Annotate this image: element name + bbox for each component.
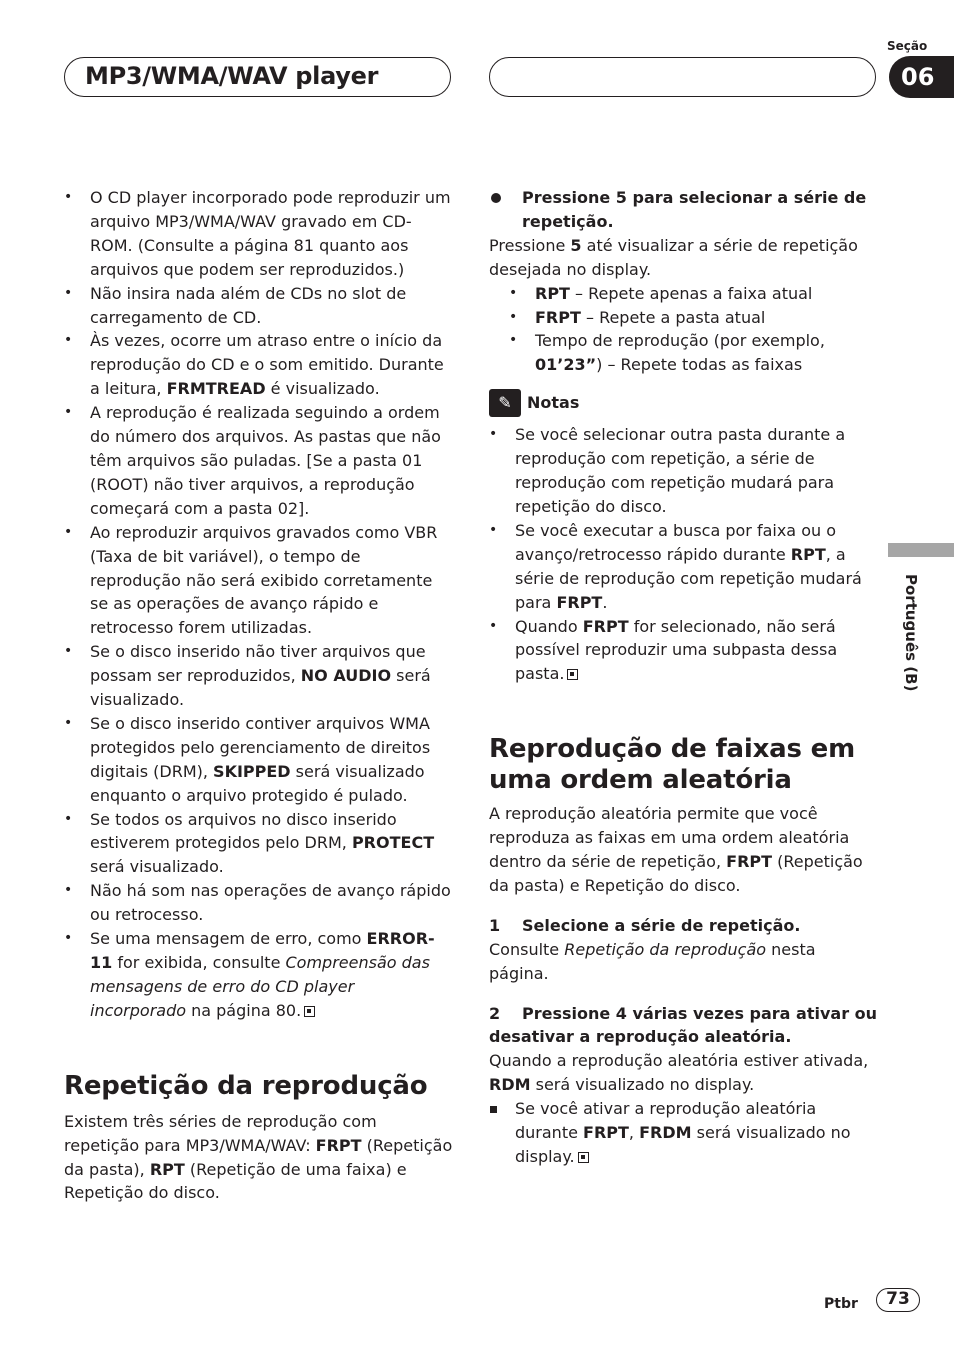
header-title-frame xyxy=(64,57,451,97)
press5-paragraph: Pressione 5 até visualizar a série de repetição desejada no display. xyxy=(489,235,858,279)
right-column xyxy=(489,186,879,1169)
section-number-tab: 06 xyxy=(889,56,954,98)
language-tab-marker xyxy=(888,543,954,557)
list-item: • Se todos os arquivos no disco inserido estiverem protegidos pelo DRM, PROTECT será visualizado. xyxy=(64,808,454,880)
pencil-note-icon: ✎ xyxy=(489,389,521,417)
display-code: RPT xyxy=(535,283,570,303)
step1-paragraph: Consulte Repetição da reprodução nesta página. xyxy=(489,939,816,983)
section-label: Seção xyxy=(887,39,928,53)
notes-header xyxy=(489,389,879,417)
end-of-section-icon xyxy=(304,1006,315,1017)
step-heading-1: 1 Selecione a série de repetição. xyxy=(489,915,801,935)
list-item: • Não há som nas operações de avanço rápido ou retrocesso. xyxy=(64,879,454,927)
list-item: • Tempo de reprodução (por exemplo, 01’23”) – Repete todas as faixas xyxy=(509,329,879,377)
page-number: 73 xyxy=(876,1288,920,1312)
list-item: • Não insira nada além de CDs no slot de carregamento de CD. xyxy=(64,282,454,330)
display-code: ERROR-11 xyxy=(90,929,435,972)
display-code: RPT xyxy=(149,1159,185,1179)
section-heading-random: Reprodução de faixas em uma ordem aleatória xyxy=(489,734,855,796)
end-of-section-icon xyxy=(567,669,578,680)
section-heading-repeat: Repetição da reprodução xyxy=(64,1070,428,1101)
notes-title: Notas xyxy=(527,393,580,413)
display-code: PROTECT xyxy=(351,833,435,853)
list-item: • Se o disco inserido contiver arquivos WMA protegidos pelo gerenciamento de direitos digitais (DRM), SKIPPED será visualizado enquanto o arquivo protegido é pulado. xyxy=(64,712,454,808)
language-tab-label: Português (B) xyxy=(902,574,920,692)
list-item: • Se uma mensagem de erro, como ERROR-11 for exibida, consulte Compreensão das mensagens de erro do CD player incorporado na página 80. xyxy=(64,927,454,1023)
list-item: • RPT – Repete apenas a faixa atual xyxy=(509,282,879,306)
notes-list xyxy=(489,423,879,686)
list-item: • Às vezes, ocorre um atraso entre o início da reprodução do CD e o som emitido. Durante a leitura, FRMTREAD é visualizado. xyxy=(64,329,454,401)
display-code: 01’23” xyxy=(535,355,597,375)
step-heading-press5: Pressione 5 para selecionar a série de repetição. xyxy=(489,186,879,234)
list-item: • A reprodução é realizada seguindo a ordem do número dos arquivos. As pastas que não têm arquivos são puladas. [Se a pasta 01 (ROOT) não tiver arquivos, a reprodução começará com a pasta 02]. xyxy=(64,401,454,521)
list-item: • Se você executar a busca por faixa ou o avanço/retrocesso rápido durante RPT, a série de reprodução com repetição mudará para FRPT. xyxy=(489,519,879,615)
list-item: • Se o disco inserido não tiver arquivos que possam ser reproduzidos, NO AUDIO será visualizado. xyxy=(64,640,454,712)
list-item: • Ao reproduzir arquivos gravados como VBR (Taxa de bit variável), o tempo de reprodução não será exibido corretamente se as operações de avanço rápido e retrocesso forem utilizadas. xyxy=(64,521,454,641)
display-code: FRPT xyxy=(556,592,603,612)
list-item: • O CD player incorporado pode reproduzir um arquivo MP3/WMA/WAV gravado em CD-ROM. (Consulte a página 81 quanto aos arquivos que podem ser reproduzidos.) xyxy=(64,186,454,282)
display-code: FRPT xyxy=(535,307,581,327)
cross-reference: Repetição da reprodução xyxy=(564,939,767,959)
end-of-section-icon xyxy=(578,1152,589,1163)
display-code: RDM xyxy=(489,1075,531,1095)
header-empty-frame xyxy=(489,57,876,97)
list-item: • Se você selecionar outra pasta durante a reprodução com repetição, a série de reprodução com repetição mudará para repetição do disco. xyxy=(489,423,879,519)
display-code: FRDM xyxy=(639,1123,692,1143)
display-code: FRMTREAD xyxy=(166,379,266,399)
cd-info-list xyxy=(64,186,454,1023)
display-code: FRPT xyxy=(583,1123,629,1143)
display-code: FRPT xyxy=(582,616,629,636)
display-code: FRPT xyxy=(726,852,773,872)
list-item: • Quando FRPT for selecionado, não será possível reproduzir uma subpasta dessa pasta. xyxy=(489,615,879,687)
display-code: NO AUDIO xyxy=(300,666,392,686)
display-code: RPT xyxy=(790,544,826,564)
left-column xyxy=(64,186,454,1205)
display-code: SKIPPED xyxy=(213,761,291,781)
step-heading-2: 2 Pressione 4 várias vezes para ativar ou desativar a reprodução aleatória. xyxy=(489,1003,878,1047)
step2-note: Se você ativar a reprodução aleatória durante FRPT, FRDM será visualizado no display. xyxy=(489,1097,879,1169)
page-title: MP3/WMA/WAV player xyxy=(85,62,379,90)
repeat-intro-paragraph: Existem três séries de reprodução com repetição para MP3/WMA/WAV: FRPT (Repetição da pasta), RPT (Repetição de uma faixa) e Repetição do disco. xyxy=(64,1111,453,1203)
list-item: • FRPT – Repete a pasta atual xyxy=(509,306,879,330)
display-code: FRPT xyxy=(315,1135,362,1155)
step2-paragraph: Quando a reprodução aleatória estiver ativada, RDM será visualizado no display. xyxy=(489,1051,869,1095)
cross-reference: Compreensão das mensagens de erro do CD player incorporado xyxy=(90,953,430,1020)
language-code: Ptbr xyxy=(824,1296,858,1312)
repeat-options-list xyxy=(489,282,879,378)
random-intro-paragraph: A reprodução aleatória permite que você reproduza as faixas em uma ordem aleatória dentro da série de repetição, FRPT (Repetição da pasta) e Repetição do disco. xyxy=(489,804,863,895)
